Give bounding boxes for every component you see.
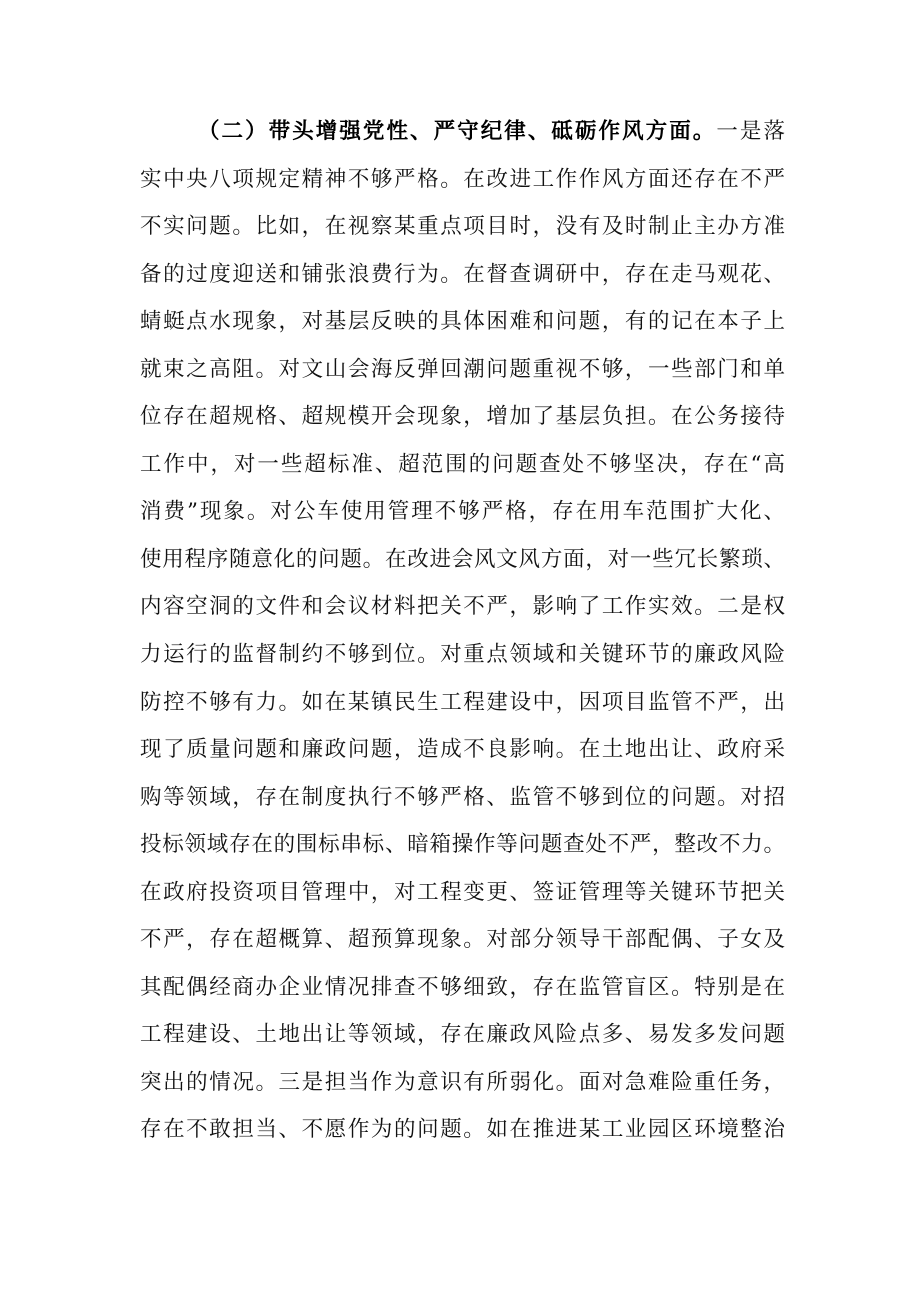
text-line: 工程建设、土地出让等领域，存在廉政风险点多、易发多发问题 bbox=[140, 1022, 785, 1048]
section-heading: （二）带头增强党性、严守纪律、砥砺作风方面。 bbox=[198, 119, 717, 144]
text-line: 购等领域，存在制度执行不够严格、监管不够到位的问题。对招 bbox=[140, 784, 785, 810]
text-line: 其配偶经商办企业情况排查不够细致，存在监管盲区。特别是在 bbox=[140, 974, 785, 1000]
text-line: 消费”现象。对公车使用管理不够严格，存在用车范围扩大化、 bbox=[140, 499, 785, 525]
text-line: 内容空洞的文件和会议材料把关不严，影响了工作实效。二是权 bbox=[140, 594, 785, 620]
text-line: 防控不够有力。如在某镇民生工程建设中，因项目监管不严，出 bbox=[140, 689, 785, 715]
text-line: 力运行的监督制约不够到位。对重点领域和关键环节的廉政风险 bbox=[140, 642, 785, 668]
text-line: 不严，存在超概算、超预算现象。对部分领导干部配偶、子女及 bbox=[140, 927, 785, 953]
text-line: 投标领域存在的围标串标、暗箱操作等问题查处不严，整改不力。 bbox=[140, 832, 785, 858]
text-line: 蜻蜓点水现象，对基层反映的具体困难和问题，有的记在本子上 bbox=[140, 309, 785, 335]
text-line: 备的过度迎送和铺张浪费行为。在督查调研中，存在走马观花、 bbox=[140, 261, 785, 287]
document-body bbox=[140, 108, 785, 1154]
text-line: 就束之高阻。对文山会海反弹回潮问题重视不够，一些部门和单 bbox=[140, 356, 785, 382]
paragraph-lines bbox=[140, 156, 785, 1154]
text-line: 位存在超规格、超规模开会现象，增加了基层负担。在公务接待 bbox=[140, 404, 785, 430]
text-line: 存在不敢担当、不愿作为的问题。如在推进某工业园区环境整治 bbox=[140, 1117, 785, 1143]
text-line: 不实问题。比如，在视察某重点项目时，没有及时制止主办方准 bbox=[140, 214, 785, 240]
text-line: 现了质量问题和廉政问题，造成不良影响。在土地出让、政府采 bbox=[140, 737, 785, 763]
text-line: 使用程序随意化的问题。在改进会风文风方面，对一些冗长繁琐、 bbox=[140, 546, 785, 572]
text-line: 突出的情况。三是担当作为意识有所弱化。面对急难险重任务， bbox=[140, 1069, 785, 1095]
text-line: 工作中，对一些超标准、超范围的问题查处不够坚决，存在“高 bbox=[140, 451, 785, 477]
first-line-text: 一是落 bbox=[716, 119, 785, 144]
text-line: 在政府投资项目管理中，对工程变更、签证管理等关键环节把关 bbox=[140, 879, 785, 905]
paragraph-first-line bbox=[140, 108, 785, 156]
text-line: 实中央八项规定精神不够严格。在改进工作作风方面还存在不严 bbox=[140, 166, 785, 192]
